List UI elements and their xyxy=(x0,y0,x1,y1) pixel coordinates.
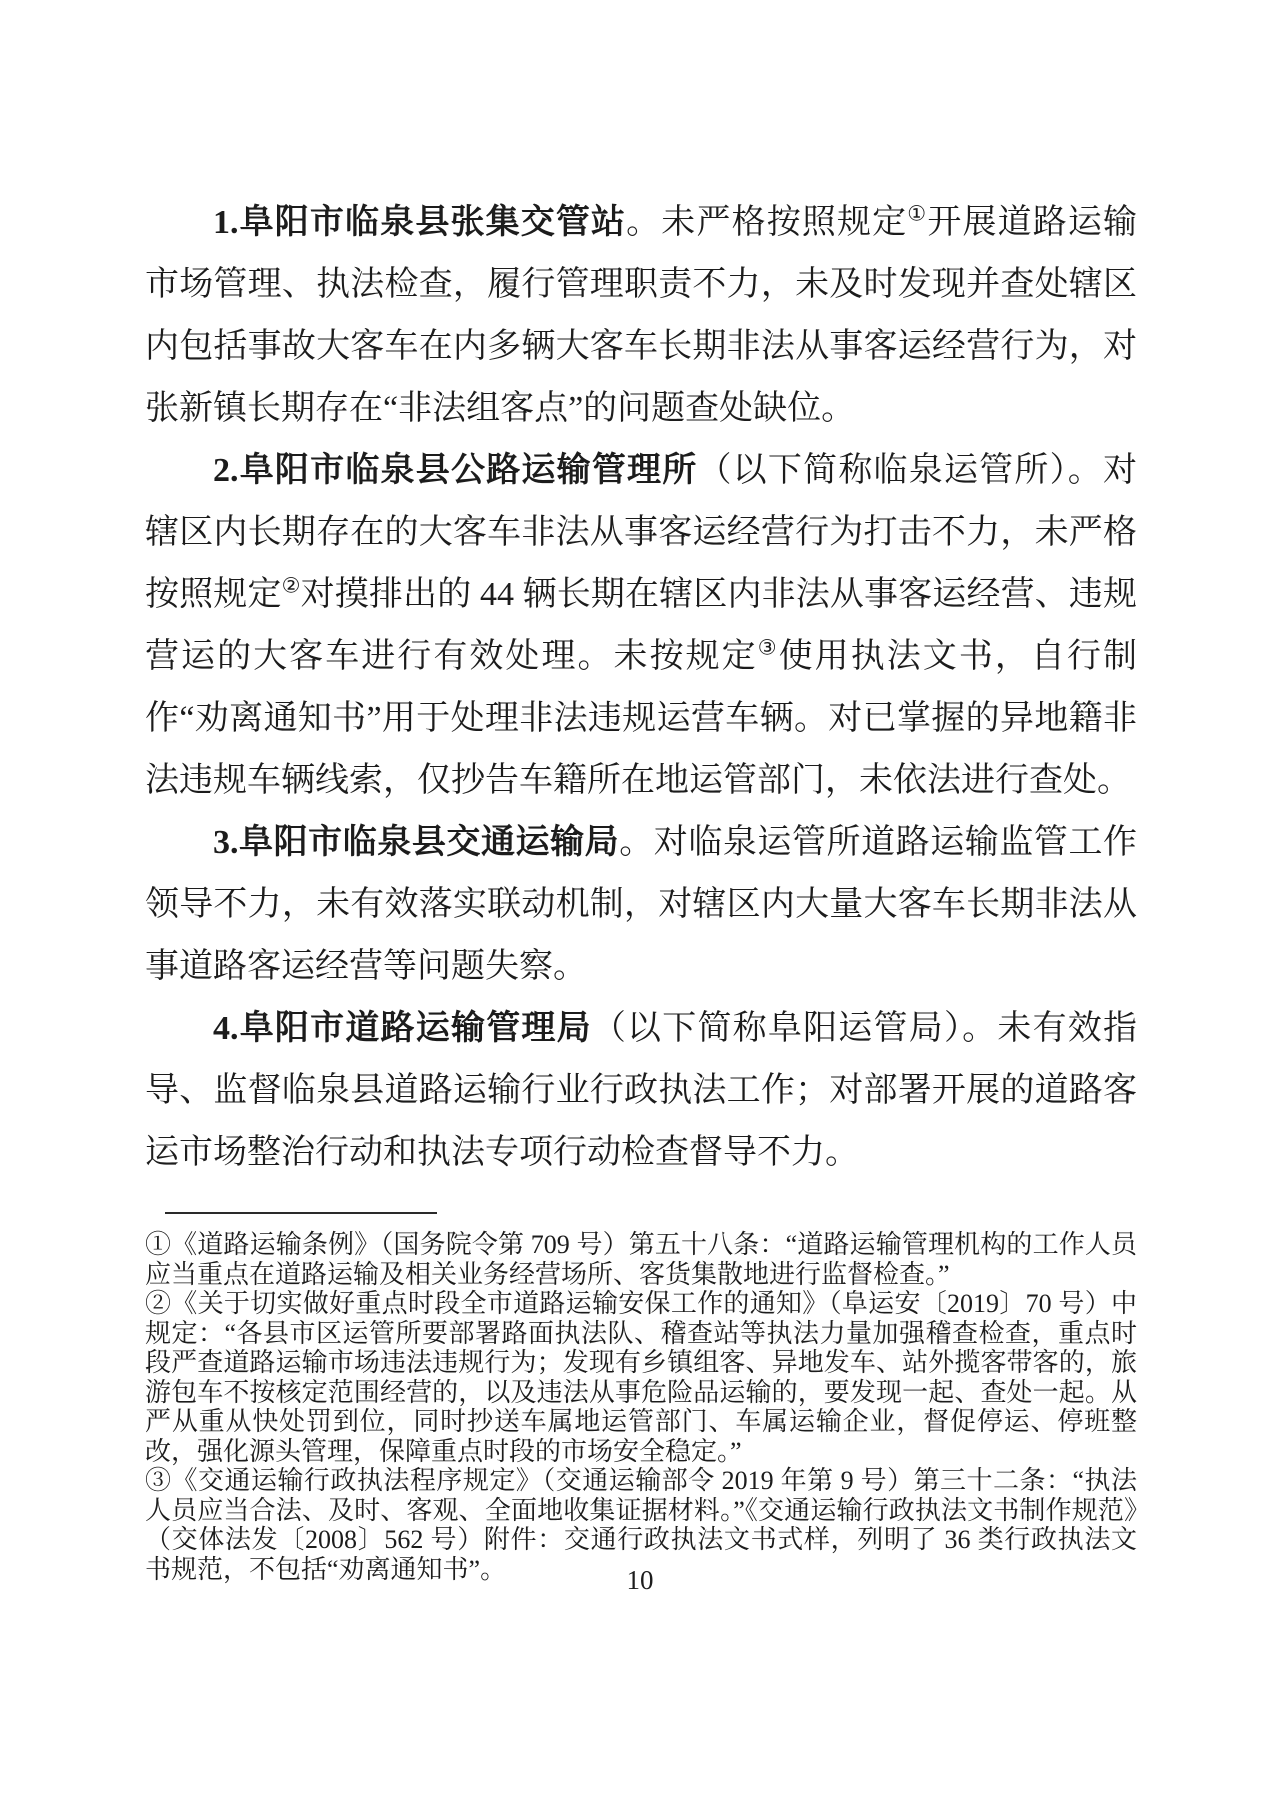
paragraph-3 xyxy=(145,812,1137,998)
paragraph-4-heading: 4.阜阳市道路运输管理局 xyxy=(213,1010,592,1047)
paragraph-2 xyxy=(145,440,1137,812)
document-body xyxy=(145,192,1137,1184)
paragraph-2-text: （以下简称临泉运管所）。对辖区内长期存在的大客车非法从事客运经营行为打击不力，未严格按照规定②对摸排出的 44 辆长期在辖区内非法从事客运经营、违规营运的大客车进行有效处理。未按规定③使用执法文书，自行制作“劝离通知书”用于处理非法违规运营车辆。对已掌握的异地籍非法违规车辆线索，仅抄告车籍所在地运管部门，未依法进行查处。 xyxy=(145,452,1138,799)
page-number: 10 xyxy=(626,1565,654,1595)
footnote-separator xyxy=(165,1212,437,1214)
paragraph-4-text: （以下简称阜阳运管局）。未有效指导、监督临泉县道路运输行业行政执法工作；对部署开展的道路客运市场整治行动和执法专项行动检查督导不力。 xyxy=(145,1010,1138,1171)
footnote-1: ①《道路运输条例》（国务院令第 709 号）第五十八条：“道路运输管理机构的工作人员应当重点在道路运输及相关业务经营场所、客货集散地进行监督检查。” xyxy=(145,1230,1137,1289)
paragraph-3-heading: 3.阜阳市临泉县交通运输局 xyxy=(213,824,620,861)
footnote-2: ②《关于切实做好重点时段全市道路运输安保工作的通知》（阜运安〔2019〕70 号）中规定：“各县市区运管所要部署路面执法队、稽查站等执法力量加强稽查检查，重点时段严查道路运输市场违法违规行为；发现有乡镇组客、异地发车、站外揽客带客的，旅游包车不按核定范围经营的，以及违法从事危险品运输的，要发现一起、查处一起。从严从重从快处罚到位，同时抄送车属地运管部门、车属运输企业，督促停运、停班整改，强化源头管理，保障重点时段的市场安全稳定。” xyxy=(145,1289,1137,1466)
footnotes-section xyxy=(145,1230,1137,1584)
footnote-3: ③《交通运输行政执法程序规定》（交通运输部令 2019 年第 9 号）第三十二条：“执法人员应当合法、及时、客观、全面地收集证据材料。”《交通运输行政执法文书制作规范》（交体法发〔2008〕562 号）附件：交通行政执法文书式样，列明了 36 类行政执法文书规范，不包括“劝离通知书”。 xyxy=(145,1466,1137,1584)
paragraph-1-heading: 1.阜阳市临泉县张集交管站 xyxy=(213,204,627,241)
paragraph-3-text: 。对临泉运管所道路运输监管工作领导不力，未有效落实联动机制，对辖区内大量大客车长期非法从事道路客运经营等问题失察。 xyxy=(145,824,1138,985)
paragraph-1 xyxy=(145,192,1137,440)
paragraph-1-text: 。未严格按照规定①开展道路运输市场管理、执法检查，履行管理职责不力，未及时发现并查处辖区内包括事故大客车在内多辆大客车长期非法从事客运经营行为，对张新镇长期存在“非法组客点”的问题查处缺位。 xyxy=(145,201,1138,427)
paragraph-2-heading: 2.阜阳市临泉县公路运输管理所 xyxy=(213,452,698,489)
paragraph-4 xyxy=(145,998,1137,1184)
